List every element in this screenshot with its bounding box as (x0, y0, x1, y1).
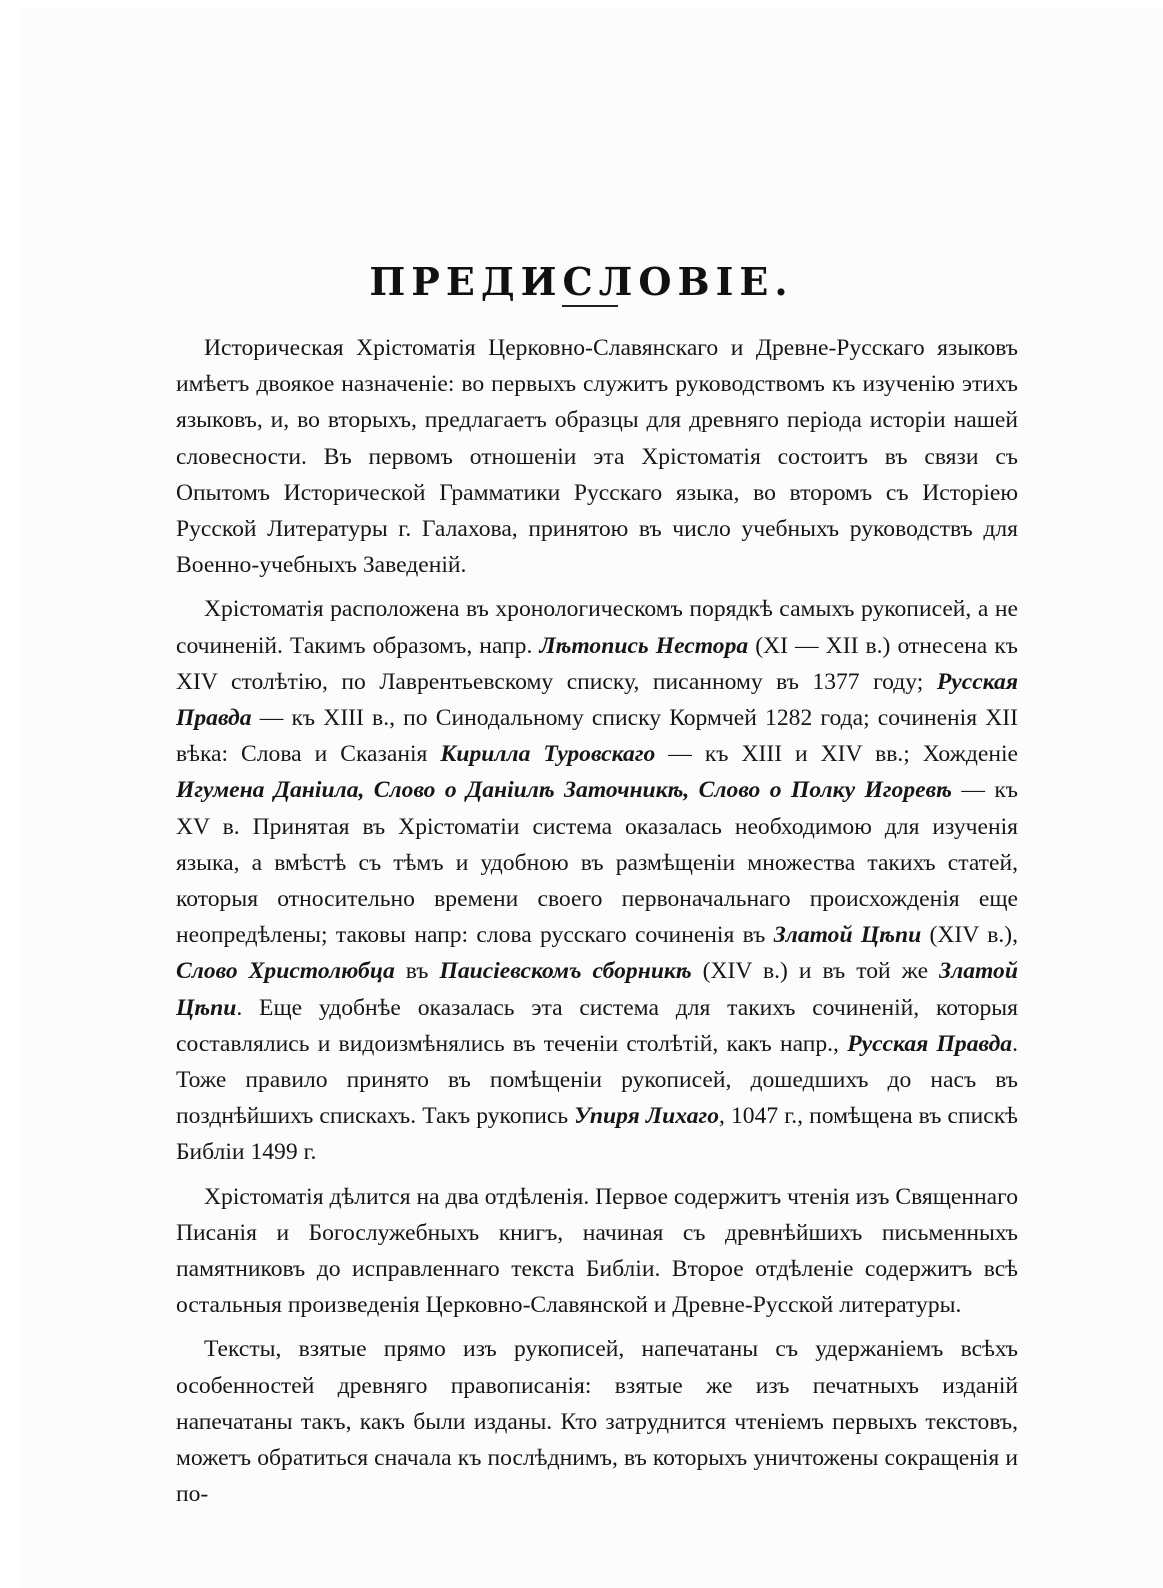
text-run: (XIV в.) и въ той же (691, 958, 940, 985)
italic-title: Русская Правда (847, 1030, 1013, 1057)
text-run: Тексты, взятые прямо изъ рукописей, напечатаны съ удержаніемъ всѣхъ особенностей древняго правописанія: взятые же изъ печатныхъ изданій напечатаны такъ, какъ были изданы. Кто затруднится чтеніемъ первыхъ текстовъ, можетъ обратиться сначала къ послѣднимъ, въ которыхъ уничтожены сокращенія и по- (176, 1336, 1018, 1508)
italic-title: Златой Цѣпи (773, 922, 922, 949)
text-run: Историческая Хрістоматія Церковно-Славянскаго и Древне-Русскаго языковъ имѣетъ двоякое назначеніе: во первыхъ служитъ руководствомъ къ изученію этихъ языковъ, и, во вторыхъ, предлагаетъ образцы для древняго періода исторіи нашей словесности. Въ первомъ отношеніи эта Хрістоматія состоитъ въ связи съ Опытомъ Исторической Грамматики Русскаго языка, во второмъ съ Исторіею Русской Литературы г. Галахова, принятою въ число учебныхъ руководствъ для Военно-учебныхъ Заведеній. (176, 335, 1018, 579)
text-run: , 1047 г., помѣщена въ спискѣ Библіи 1499 г. (176, 1103, 1018, 1166)
italic-title: Упиря Лихаго (574, 1103, 719, 1130)
italic-title: Лѣтопись Нестора (539, 632, 749, 659)
title-divider (562, 305, 618, 307)
text-run: Хрістоматія расположена въ хронологическомъ порядкѣ самыхъ рукописей, а не сочиненій. Такимъ образомъ, напр. (176, 596, 1018, 659)
paragraph (176, 330, 1018, 583)
text-run: въ (394, 958, 440, 985)
text-run: — къ XV в. Принятая въ Хрістоматіи система оказалась необходимою для изученія языка, а вмѣстѣ съ тѣмъ и удобною въ размѣщеніи множества такихъ статей, которыя относительно времени своего первоначальнаго происхожденія еще неопредѣлены; таковы напр: слова русскаго сочиненія въ (176, 777, 1018, 949)
text-run: (XIV в.), (921, 922, 1018, 949)
italic-title: Русская Правда (176, 668, 1018, 732)
italic-title: Кирилла Туровскаго (440, 741, 656, 768)
text-run: Хрістоматія дѣлится на два отдѣленія. Первое содержитъ чтенія изъ Священнаго Писанія и Богослужебныхъ книгъ, начиная съ древнѣйшихъ письменныхъ памятниковъ до исправленнаго текста Библіи. Второе отдѣленіе содержитъ всѣ остальныя произведенія Церковно-Славянской и Древне-Русской литературы. (176, 1183, 1018, 1319)
text-run: — къ XIII в., по Синодальному списку Кормчей 1282 года; сочиненія XII вѣка: Слова и Сказанія (176, 705, 1018, 768)
italic-title: Слово Христолюбца (176, 958, 395, 985)
paragraph (176, 591, 1018, 1170)
paragraph (176, 1331, 1018, 1512)
preface-body (176, 330, 1018, 1521)
text-run: . Тоже правило принято въ помѣщеніи рукописей, дошедшихъ до насъ въ позднѣйшихъ спискахъ. Такъ рукопись (176, 1030, 1019, 1130)
italic-title: Игумена Даніила, Слово о Даніилѣ Заточникѣ, Слово о Полку Игоревѣ (176, 777, 952, 804)
paragraph (176, 1179, 1018, 1324)
page-title: ПРЕДИСЛОВІЕ. (369, 259, 794, 305)
italic-title: Паисіевскомъ сборникѣ (439, 958, 692, 985)
italic-title: Златой Цѣпи (176, 958, 1018, 1021)
text-run: (XI — XII в.) отнесена къ XIV столѣтію, по Лаврентьевскому списку, писанному въ 1377 году; (176, 632, 1018, 695)
text-run: . Еще удобнѣе оказалась эта система для такихъ сочиненій, которыя составлялись и видоизмѣнялись въ теченіи столѣтій, какъ напр., (176, 994, 1018, 1057)
text-run: — къ XIII и XIV вв.; Хожденіе (655, 741, 1018, 768)
